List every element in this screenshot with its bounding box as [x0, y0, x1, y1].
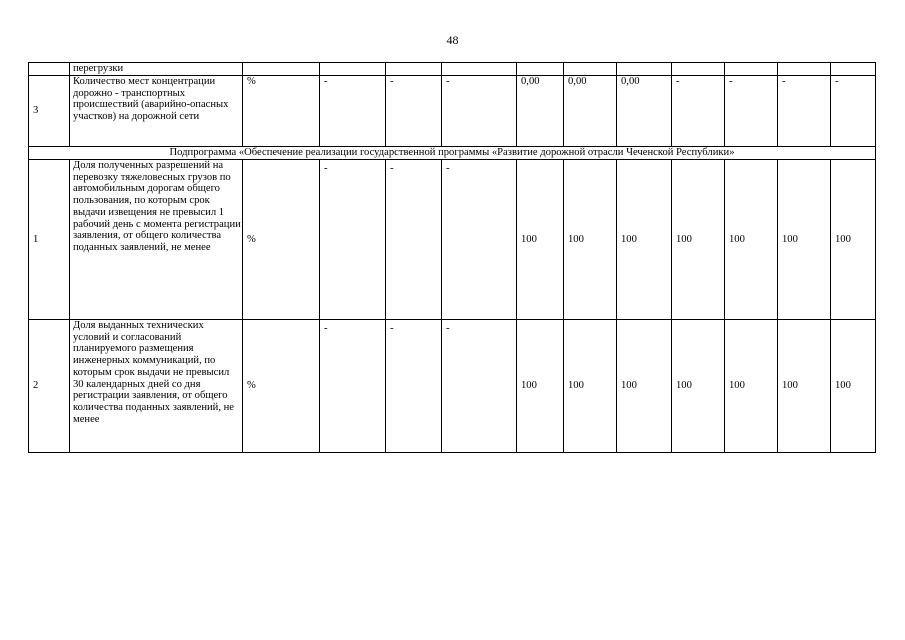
cell-value: 0,00 — [517, 76, 564, 147]
cell-value: 100 — [617, 320, 672, 453]
table-row — [29, 76, 876, 147]
cell-num: 3 — [29, 76, 70, 147]
cell-dash — [442, 320, 517, 453]
cell-indicator-name: Доля выданных технических условий и согласований планируемого размещения инженерных коммуникаций, по которым срок выдачи не превысил 30 календарных дней со дня регистрации заявления, от общего количества поданных заявлений, не менее — [70, 320, 243, 453]
cell-value: - — [778, 76, 831, 147]
cell-value: 100 — [672, 320, 725, 453]
cell-dash — [386, 160, 442, 320]
cell-value: 100 — [564, 320, 617, 453]
cell-indicator-name: Количество мест концентрации дорожно - транспортных происшествий (аварийно-опасных участков) на дорожной сети — [70, 76, 243, 147]
cell-value — [725, 63, 778, 76]
cell-value: 100 — [672, 160, 725, 320]
page-number: 48 — [446, 33, 459, 47]
cell-value: 100 — [831, 160, 876, 320]
cell-value: 100 — [517, 320, 564, 453]
cell-value — [564, 63, 617, 76]
cell-value: 100 — [725, 320, 778, 453]
cell-value: 100 — [617, 160, 672, 320]
cell-value: - — [320, 76, 386, 147]
cell-value — [517, 63, 564, 76]
cell-value: 0,00 — [564, 76, 617, 147]
dash-value: - — [390, 163, 394, 174]
dash-value: - — [390, 323, 394, 334]
dash-value: - — [446, 163, 450, 174]
cell-value — [320, 63, 386, 76]
cell-value — [386, 63, 442, 76]
cell-value: 100 — [564, 160, 617, 320]
dash-value: - — [446, 323, 450, 334]
cell-value: 100 — [831, 320, 876, 453]
cell-value — [831, 63, 876, 76]
table-row-continuation — [29, 63, 876, 76]
cell-dash — [320, 160, 386, 320]
cell-value — [442, 63, 517, 76]
cell-value: 100 — [725, 160, 778, 320]
cell-value: 0,00 — [617, 76, 672, 147]
cell-unit: % — [243, 76, 320, 147]
cell-value — [617, 63, 672, 76]
cell-dash — [320, 320, 386, 453]
cell-indicator-name: Доля полученных разрешений на перевозку тяжеловесных грузов по автомобильным дорогам общего пользования, по которым срок выдачи извещения не превысил 1 рабочий день с момента регистрации заявления, от общего количества поданных заявлений, не менее — [70, 160, 243, 320]
cell-dash — [442, 160, 517, 320]
cell-dash — [386, 320, 442, 453]
table-row — [29, 320, 876, 453]
dash-value: - — [324, 323, 328, 334]
dash-value: - — [324, 163, 328, 174]
cell-value: 100 — [517, 160, 564, 320]
cell-indicator-name: перегрузки — [70, 63, 243, 76]
cell-value: - — [672, 76, 725, 147]
cell-value: 100 — [778, 320, 831, 453]
cell-num — [29, 63, 70, 76]
subprogram-title-row — [29, 147, 876, 160]
cell-num: 2 — [29, 320, 70, 453]
subprogram-title: Подпрограмма «Обеспечение реализации государственной программы «Развитие дорожной отрасли Чеченской Республики» — [29, 147, 876, 160]
cell-unit: % — [243, 160, 320, 320]
cell-unit — [243, 63, 320, 76]
table-row — [29, 160, 876, 320]
cell-unit: % — [243, 320, 320, 453]
cell-value: - — [386, 76, 442, 147]
cell-value: - — [831, 76, 876, 147]
cell-value: 100 — [778, 160, 831, 320]
cell-value: - — [442, 76, 517, 147]
cell-value — [672, 63, 725, 76]
cell-value: - — [725, 76, 778, 147]
indicators-table — [28, 62, 876, 453]
cell-value — [778, 63, 831, 76]
cell-num: 1 — [29, 160, 70, 320]
